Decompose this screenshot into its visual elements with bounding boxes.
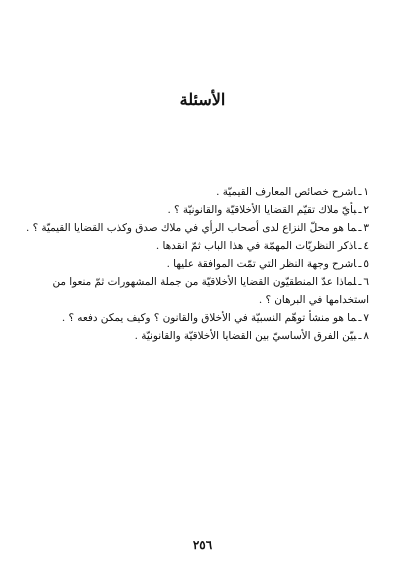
question-text: بأيّ ملاك تقيّم القضايا الأخلاقيّة والقانونيّة ؟ . <box>167 204 357 216</box>
question-text: اشرح وجهة النظر التي تمّت الموافقة عليها . <box>166 258 357 270</box>
questions-list <box>26 183 369 345</box>
question-item: ٣ـما هو محلّ النزاع لدى أصحاب الرأي في ملاك صدق وكذب القضايا القيميّة ؟ . <box>26 222 369 234</box>
question-text: اذكر النظريّات المهمّة في هذا الباب ثمّ انقدها . <box>155 240 357 252</box>
question-item: ٥ـاشرح وجهة النظر التي تمّت الموافقة عليها . <box>166 258 369 270</box>
question-number: ٣ <box>363 222 369 234</box>
question-item: ٤ـاذكر النظريّات المهمّة في هذا الباب ثمّ انقدها . <box>155 240 369 252</box>
question-text: ما هو محلّ النزاع لدى أصحاب الرأي في ملاك صدق وكذب القضايا القيميّة ؟ . <box>26 222 357 234</box>
question-item: ٧ـما هو منشأ توهّم النسبيّة في الأخلاق والقانون ؟ وكيف يمكن دفعه ؟ . <box>61 312 369 324</box>
question-item: ٦ـلماذا عدّ المنطقيّون القضايا الأخلاقيّة من جملة المشهورات ثمّ منعوا من استخدامها في البرهان ؟ . <box>52 276 369 306</box>
question-text: ما هو منشأ توهّم النسبيّة في الأخلاق والقانون ؟ وكيف يمكن دفعه ؟ . <box>61 312 357 324</box>
question-number: ٦ <box>363 276 369 288</box>
question-item: ٨ـبيّن الفرق الأساسيّ بين القضايا الأخلاقيّة والقانونيّة . <box>134 330 369 342</box>
page-number: ٢٥٦ <box>192 538 213 552</box>
question-text: بيّن الفرق الأساسيّ بين القضايا الأخلاقيّة والقانونيّة . <box>134 330 357 342</box>
question-item: ١ـاشرح خصائص المعارف القيميّة . <box>216 186 369 198</box>
question-item: ٢ـبأيّ ملاك تقيّم القضايا الأخلاقيّة والقانونيّة ؟ . <box>167 204 369 216</box>
question-number: ١ <box>363 186 369 198</box>
question-number: ٢ <box>363 204 369 216</box>
page-title: الأسئلة <box>179 90 226 109</box>
question-number: ٧ <box>363 312 369 324</box>
question-text: لماذا عدّ المنطقيّون القضايا الأخلاقيّة من جملة المشهورات ثمّ منعوا من استخدامها في البرهان ؟ . <box>52 276 369 306</box>
question-number: ٨ <box>363 330 369 342</box>
question-number: ٥ <box>363 258 369 270</box>
question-text: اشرح خصائص المعارف القيميّة . <box>216 186 357 198</box>
question-number: ٤ <box>363 240 369 252</box>
